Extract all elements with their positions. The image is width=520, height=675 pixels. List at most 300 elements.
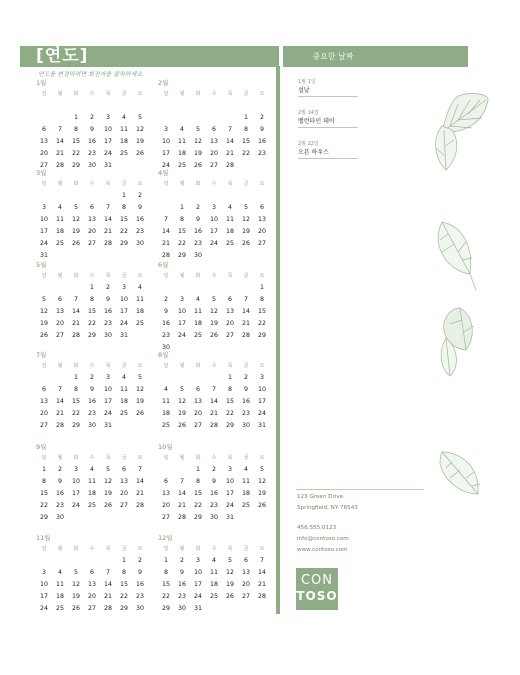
day-cell[interactable]: 19: [241, 227, 250, 235]
day-cell[interactable]: 11: [55, 580, 64, 588]
day-cell[interactable]: 25: [161, 421, 170, 429]
day-cell[interactable]: 1: [163, 556, 168, 564]
day-cell[interactable]: 15: [39, 489, 48, 497]
day-cell[interactable]: 3: [121, 283, 126, 291]
day-cell[interactable]: 18: [55, 227, 64, 235]
day-cell[interactable]: 11: [135, 295, 144, 303]
day-cell[interactable]: 26: [71, 604, 80, 612]
day-cell[interactable]: 2: [137, 191, 142, 199]
day-cell[interactable]: 11: [119, 125, 128, 133]
day-cell[interactable]: 23: [209, 501, 218, 509]
day-cell[interactable]: 22: [161, 592, 170, 600]
day-cell[interactable]: 21: [177, 501, 186, 509]
day-cell[interactable]: 2: [89, 113, 94, 121]
day-cell[interactable]: 12: [103, 477, 112, 485]
day-cell[interactable]: 30: [103, 331, 112, 339]
day-cell[interactable]: 26: [177, 421, 186, 429]
day-cell[interactable]: 7: [57, 385, 62, 393]
day-cell[interactable]: 22: [119, 592, 128, 600]
day-cell[interactable]: 22: [71, 149, 80, 157]
day-cell[interactable]: 10: [39, 215, 48, 223]
day-cell[interactable]: 14: [257, 568, 266, 576]
day-cell[interactable]: 1: [41, 465, 46, 473]
event-name[interactable]: 오픈 하우스: [298, 148, 358, 159]
day-cell[interactable]: 15: [161, 580, 170, 588]
day-cell[interactable]: 7: [105, 203, 110, 211]
day-cell[interactable]: 8: [73, 385, 78, 393]
day-cell[interactable]: 20: [193, 409, 202, 417]
day-cell[interactable]: 22: [119, 227, 128, 235]
day-cell[interactable]: 22: [87, 319, 96, 327]
day-cell[interactable]: 27: [209, 161, 218, 169]
day-cell[interactable]: 9: [163, 307, 168, 315]
day-cell[interactable]: 7: [137, 465, 142, 473]
day-cell[interactable]: 11: [177, 137, 186, 145]
day-cell[interactable]: 24: [71, 501, 80, 509]
day-cell[interactable]: 19: [225, 580, 234, 588]
day-cell[interactable]: 16: [135, 580, 144, 588]
day-cell[interactable]: 14: [177, 489, 186, 497]
day-cell[interactable]: 28: [161, 251, 170, 259]
day-cell[interactable]: 11: [209, 568, 218, 576]
day-cell[interactable]: 3: [163, 125, 168, 133]
day-cell[interactable]: 13: [39, 137, 48, 145]
email[interactable]: info@contoso.com: [297, 536, 349, 542]
day-cell[interactable]: 1: [243, 113, 248, 121]
day-cell[interactable]: 22: [225, 409, 234, 417]
day-cell[interactable]: 13: [87, 580, 96, 588]
day-cell[interactable]: 14: [103, 580, 112, 588]
day-cell[interactable]: 25: [209, 592, 218, 600]
day-cell[interactable]: 20: [257, 227, 266, 235]
day-cell[interactable]: 12: [39, 307, 48, 315]
day-cell[interactable]: 13: [161, 489, 170, 497]
day-cell[interactable]: 6: [41, 125, 46, 133]
day-cell[interactable]: 2: [211, 465, 216, 473]
day-cell[interactable]: 10: [103, 125, 112, 133]
day-cell[interactable]: 21: [103, 227, 112, 235]
day-cell[interactable]: 13: [225, 307, 234, 315]
day-cell[interactable]: 4: [89, 465, 94, 473]
day-cell[interactable]: 29: [177, 251, 186, 259]
day-cell[interactable]: 7: [259, 556, 264, 564]
day-cell[interactable]: 29: [193, 513, 202, 521]
day-cell[interactable]: 15: [87, 307, 96, 315]
day-cell[interactable]: 29: [257, 331, 266, 339]
day-cell[interactable]: 7: [105, 568, 110, 576]
day-cell[interactable]: 6: [89, 203, 94, 211]
day-cell[interactable]: 16: [177, 580, 186, 588]
day-cell[interactable]: 2: [89, 373, 94, 381]
day-cell[interactable]: 17: [209, 227, 218, 235]
day-cell[interactable]: 24: [39, 604, 48, 612]
day-cell[interactable]: 25: [87, 501, 96, 509]
day-cell[interactable]: 19: [209, 319, 218, 327]
day-cell[interactable]: 20: [55, 319, 64, 327]
day-cell[interactable]: 31: [103, 161, 112, 169]
day-cell[interactable]: 6: [57, 295, 62, 303]
day-cell[interactable]: 23: [177, 592, 186, 600]
day-cell[interactable]: 4: [179, 125, 184, 133]
day-cell[interactable]: 10: [161, 137, 170, 145]
event-name[interactable]: 밸런타인 데이: [298, 117, 358, 128]
day-cell[interactable]: 27: [39, 421, 48, 429]
day-cell[interactable]: 28: [135, 501, 144, 509]
day-cell[interactable]: 9: [259, 125, 264, 133]
day-cell[interactable]: 15: [119, 215, 128, 223]
day-cell[interactable]: 6: [243, 556, 248, 564]
day-cell[interactable]: 5: [105, 465, 110, 473]
day-cell[interactable]: 26: [135, 409, 144, 417]
day-cell[interactable]: 16: [87, 137, 96, 145]
day-cell[interactable]: 27: [225, 331, 234, 339]
day-cell[interactable]: 26: [71, 239, 80, 247]
day-cell[interactable]: 10: [39, 580, 48, 588]
day-cell[interactable]: 27: [87, 239, 96, 247]
day-cell[interactable]: 27: [241, 592, 250, 600]
day-cell[interactable]: 8: [73, 125, 78, 133]
day-cell[interactable]: 24: [103, 409, 112, 417]
day-cell[interactable]: 13: [87, 215, 96, 223]
day-cell[interactable]: 21: [257, 580, 266, 588]
day-cell[interactable]: 31: [193, 604, 202, 612]
day-cell[interactable]: 18: [119, 137, 128, 145]
day-cell[interactable]: 20: [225, 319, 234, 327]
day-cell[interactable]: 30: [135, 239, 144, 247]
day-cell[interactable]: 18: [119, 397, 128, 405]
day-cell[interactable]: 3: [105, 113, 110, 121]
day-cell[interactable]: 14: [225, 137, 234, 145]
day-cell[interactable]: 9: [105, 295, 110, 303]
day-cell[interactable]: 6: [195, 385, 200, 393]
day-cell[interactable]: 18: [193, 319, 202, 327]
day-cell[interactable]: 7: [163, 215, 168, 223]
day-cell[interactable]: 13: [39, 397, 48, 405]
day-cell[interactable]: 4: [195, 295, 200, 303]
day-cell[interactable]: 12: [257, 477, 266, 485]
day-cell[interactable]: 8: [121, 568, 126, 576]
day-cell[interactable]: 26: [39, 331, 48, 339]
day-cell[interactable]: 23: [161, 331, 170, 339]
day-cell[interactable]: 9: [89, 385, 94, 393]
day-cell[interactable]: 6: [259, 203, 264, 211]
day-cell[interactable]: 7: [227, 125, 232, 133]
day-cell[interactable]: 12: [71, 215, 80, 223]
day-cell[interactable]: 10: [71, 477, 80, 485]
day-cell[interactable]: 13: [55, 307, 64, 315]
day-cell[interactable]: 25: [119, 149, 128, 157]
day-cell[interactable]: 9: [57, 477, 62, 485]
day-cell[interactable]: 1: [89, 283, 94, 291]
day-cell[interactable]: 12: [241, 215, 250, 223]
day-cell[interactable]: 29: [71, 421, 80, 429]
day-cell[interactable]: 26: [193, 161, 202, 169]
day-cell[interactable]: 18: [177, 149, 186, 157]
day-cell[interactable]: 2: [57, 465, 62, 473]
day-cell[interactable]: 15: [257, 307, 266, 315]
day-cell[interactable]: 31: [103, 421, 112, 429]
day-cell[interactable]: 21: [135, 489, 144, 497]
day-cell[interactable]: 17: [103, 397, 112, 405]
day-cell[interactable]: 19: [39, 319, 48, 327]
day-cell[interactable]: 2: [259, 113, 264, 121]
day-cell[interactable]: 21: [55, 409, 64, 417]
day-cell[interactable]: 15: [177, 227, 186, 235]
day-cell[interactable]: 13: [119, 477, 128, 485]
day-cell[interactable]: 16: [55, 489, 64, 497]
day-cell[interactable]: 6: [89, 568, 94, 576]
day-cell[interactable]: 30: [193, 251, 202, 259]
day-cell[interactable]: 22: [241, 149, 250, 157]
day-cell[interactable]: 31: [225, 513, 234, 521]
day-cell[interactable]: 1: [195, 465, 200, 473]
day-cell[interactable]: 23: [241, 409, 250, 417]
day-cell[interactable]: 30: [87, 161, 96, 169]
day-cell[interactable]: 9: [211, 477, 216, 485]
day-cell[interactable]: 18: [225, 227, 234, 235]
day-cell[interactable]: 19: [257, 489, 266, 497]
day-cell[interactable]: 24: [103, 149, 112, 157]
day-cell[interactable]: 18: [87, 489, 96, 497]
day-cell[interactable]: 25: [135, 319, 144, 327]
day-cell[interactable]: 10: [209, 215, 218, 223]
day-cell[interactable]: 6: [211, 125, 216, 133]
day-cell[interactable]: 18: [161, 409, 170, 417]
day-cell[interactable]: 4: [163, 385, 168, 393]
year-title[interactable]: [연도]: [36, 46, 89, 66]
day-cell[interactable]: 18: [241, 489, 250, 497]
day-cell[interactable]: 28: [209, 421, 218, 429]
day-cell[interactable]: 12: [135, 385, 144, 393]
day-cell[interactable]: 30: [241, 421, 250, 429]
day-cell[interactable]: 17: [103, 137, 112, 145]
day-cell[interactable]: 14: [161, 227, 170, 235]
day-cell[interactable]: 20: [209, 149, 218, 157]
day-cell[interactable]: 10: [193, 568, 202, 576]
day-cell[interactable]: 12: [71, 580, 80, 588]
day-cell[interactable]: 8: [121, 203, 126, 211]
day-cell[interactable]: 18: [135, 307, 144, 315]
day-cell[interactable]: 20: [241, 580, 250, 588]
day-cell[interactable]: 5: [227, 556, 232, 564]
day-cell[interactable]: 27: [39, 161, 48, 169]
day-cell[interactable]: 4: [57, 568, 62, 576]
day-cell[interactable]: 5: [243, 203, 248, 211]
day-cell[interactable]: 21: [71, 319, 80, 327]
day-cell[interactable]: 14: [55, 397, 64, 405]
day-cell[interactable]: 28: [225, 161, 234, 169]
day-cell[interactable]: 8: [41, 477, 46, 485]
day-cell[interactable]: 12: [193, 137, 202, 145]
day-cell[interactable]: 2: [179, 556, 184, 564]
day-cell[interactable]: 25: [55, 239, 64, 247]
day-cell[interactable]: 24: [161, 161, 170, 169]
day-cell[interactable]: 20: [161, 501, 170, 509]
day-cell[interactable]: 21: [225, 149, 234, 157]
day-cell[interactable]: 18: [55, 592, 64, 600]
day-cell[interactable]: 24: [225, 501, 234, 509]
day-cell[interactable]: 10: [257, 385, 266, 393]
day-cell[interactable]: 11: [193, 307, 202, 315]
day-cell[interactable]: 8: [179, 215, 184, 223]
day-cell[interactable]: 23: [257, 149, 266, 157]
day-cell[interactable]: 17: [39, 592, 48, 600]
day-cell[interactable]: 9: [195, 215, 200, 223]
day-cell[interactable]: 8: [227, 385, 232, 393]
day-cell[interactable]: 16: [209, 489, 218, 497]
day-cell[interactable]: 5: [73, 568, 78, 576]
day-cell[interactable]: 7: [179, 477, 184, 485]
day-cell[interactable]: 25: [225, 239, 234, 247]
day-cell[interactable]: 17: [177, 319, 186, 327]
day-cell[interactable]: 28: [241, 331, 250, 339]
day-cell[interactable]: 5: [137, 113, 142, 121]
day-cell[interactable]: 17: [225, 489, 234, 497]
day-cell[interactable]: 27: [161, 513, 170, 521]
day-cell[interactable]: 5: [73, 203, 78, 211]
day-cell[interactable]: 8: [89, 295, 94, 303]
day-cell[interactable]: 3: [73, 465, 78, 473]
day-cell[interactable]: 25: [241, 501, 250, 509]
day-cell[interactable]: 14: [103, 215, 112, 223]
day-cell[interactable]: 30: [177, 604, 186, 612]
day-cell[interactable]: 9: [89, 125, 94, 133]
day-cell[interactable]: 18: [209, 580, 218, 588]
day-cell[interactable]: 30: [135, 604, 144, 612]
day-cell[interactable]: 16: [257, 137, 266, 145]
day-cell[interactable]: 4: [227, 203, 232, 211]
day-cell[interactable]: 26: [241, 239, 250, 247]
day-cell[interactable]: 19: [103, 489, 112, 497]
day-cell[interactable]: 15: [225, 397, 234, 405]
day-cell[interactable]: 1: [121, 191, 126, 199]
day-cell[interactable]: 14: [55, 137, 64, 145]
day-cell[interactable]: 8: [195, 477, 200, 485]
day-cell[interactable]: 10: [225, 477, 234, 485]
day-cell[interactable]: 25: [119, 409, 128, 417]
day-cell[interactable]: 12: [135, 125, 144, 133]
day-cell[interactable]: 4: [57, 203, 62, 211]
day-cell[interactable]: 19: [135, 137, 144, 145]
day-cell[interactable]: 21: [209, 409, 218, 417]
day-cell[interactable]: 23: [193, 239, 202, 247]
day-cell[interactable]: 26: [225, 592, 234, 600]
day-cell[interactable]: 17: [193, 580, 202, 588]
day-cell[interactable]: 23: [55, 501, 64, 509]
day-cell[interactable]: 23: [87, 149, 96, 157]
day-cell[interactable]: 22: [193, 501, 202, 509]
day-cell[interactable]: 17: [161, 149, 170, 157]
day-cell[interactable]: 3: [227, 465, 232, 473]
day-cell[interactable]: 22: [71, 409, 80, 417]
day-cell[interactable]: 8: [243, 125, 248, 133]
day-cell[interactable]: 19: [135, 397, 144, 405]
day-cell[interactable]: 23: [135, 592, 144, 600]
day-cell[interactable]: 21: [103, 592, 112, 600]
day-cell[interactable]: 4: [137, 283, 142, 291]
day-cell[interactable]: 19: [193, 149, 202, 157]
day-cell[interactable]: 15: [193, 489, 202, 497]
day-cell[interactable]: 20: [87, 227, 96, 235]
day-cell[interactable]: 11: [225, 215, 234, 223]
day-cell[interactable]: 5: [211, 295, 216, 303]
day-cell[interactable]: 13: [193, 397, 202, 405]
day-cell[interactable]: 21: [55, 149, 64, 157]
day-cell[interactable]: 12: [225, 568, 234, 576]
day-cell[interactable]: 22: [39, 501, 48, 509]
day-cell[interactable]: 29: [119, 239, 128, 247]
day-cell[interactable]: 30: [87, 421, 96, 429]
day-cell[interactable]: 16: [87, 397, 96, 405]
website[interactable]: www.contoso.com: [297, 547, 348, 553]
day-cell[interactable]: 2: [105, 283, 110, 291]
day-cell[interactable]: 26: [257, 501, 266, 509]
day-cell[interactable]: 3: [259, 373, 264, 381]
day-cell[interactable]: 30: [209, 513, 218, 521]
day-cell[interactable]: 2: [195, 203, 200, 211]
day-cell[interactable]: 16: [193, 227, 202, 235]
day-cell[interactable]: 15: [119, 580, 128, 588]
day-cell[interactable]: 14: [209, 397, 218, 405]
day-cell[interactable]: 4: [121, 373, 126, 381]
day-cell[interactable]: 8: [163, 568, 168, 576]
day-cell[interactable]: 19: [71, 227, 80, 235]
day-cell[interactable]: 20: [119, 489, 128, 497]
day-cell[interactable]: 13: [209, 137, 218, 145]
day-cell[interactable]: 31: [39, 251, 48, 259]
day-cell[interactable]: 20: [39, 409, 48, 417]
day-cell[interactable]: 6: [227, 295, 232, 303]
day-cell[interactable]: 14: [71, 307, 80, 315]
day-cell[interactable]: 3: [41, 568, 46, 576]
day-cell[interactable]: 12: [177, 397, 186, 405]
day-cell[interactable]: 29: [39, 513, 48, 521]
day-cell[interactable]: 27: [87, 604, 96, 612]
day-cell[interactable]: 29: [71, 161, 80, 169]
day-cell[interactable]: 27: [55, 331, 64, 339]
day-cell[interactable]: 3: [195, 556, 200, 564]
day-cell[interactable]: 12: [209, 307, 218, 315]
day-cell[interactable]: 11: [161, 397, 170, 405]
day-cell[interactable]: 26: [135, 149, 144, 157]
day-cell[interactable]: 6: [163, 477, 168, 485]
day-cell[interactable]: 5: [195, 125, 200, 133]
day-cell[interactable]: 6: [121, 465, 126, 473]
day-cell[interactable]: 3: [41, 203, 46, 211]
day-cell[interactable]: 8: [259, 295, 264, 303]
day-cell[interactable]: 24: [39, 239, 48, 247]
day-cell[interactable]: 24: [193, 592, 202, 600]
day-cell[interactable]: 7: [211, 385, 216, 393]
event-name[interactable]: 설날: [298, 86, 358, 97]
day-cell[interactable]: 28: [71, 331, 80, 339]
day-cell[interactable]: 17: [71, 489, 80, 497]
day-cell[interactable]: 29: [87, 331, 96, 339]
day-cell[interactable]: 2: [163, 295, 168, 303]
day-cell[interactable]: 24: [119, 319, 128, 327]
day-cell[interactable]: 27: [193, 421, 202, 429]
day-cell[interactable]: 29: [225, 421, 234, 429]
day-cell[interactable]: 2: [243, 373, 248, 381]
day-cell[interactable]: 4: [211, 556, 216, 564]
day-cell[interactable]: 3: [179, 295, 184, 303]
day-cell[interactable]: 16: [161, 319, 170, 327]
day-cell[interactable]: 31: [257, 421, 266, 429]
day-cell[interactable]: 13: [241, 568, 250, 576]
day-cell[interactable]: 5: [259, 465, 264, 473]
day-cell[interactable]: 6: [41, 385, 46, 393]
day-cell[interactable]: 28: [55, 421, 64, 429]
